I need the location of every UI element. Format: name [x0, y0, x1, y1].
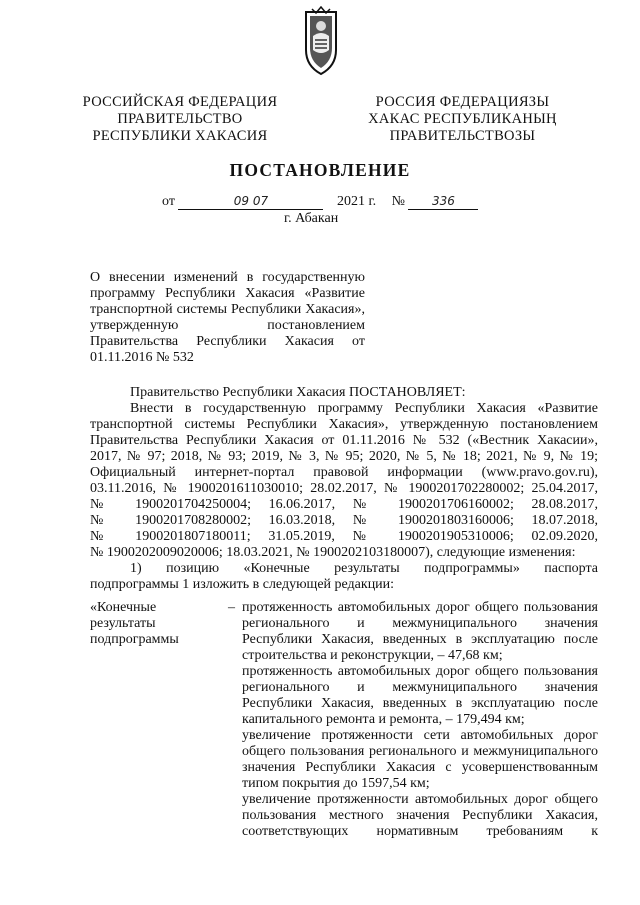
handwritten-number: 336	[408, 194, 478, 210]
entry-line: протяженность автомобильных дорог общего пользования	[242, 600, 598, 615]
body-line: 03.11.2016, № 1900201611030010; 28.02.2017, № 1900201702280002; 25.04.2017,	[90, 481, 598, 496]
body-line: № 1900201708280002; 16.03.2018, № 1900201803160006; 18.07.2018,	[90, 513, 598, 528]
document-subject: О внесении изменений в государственную программу Республики Хакасия «Развитие транспортной системы Республики Хакасия», утвержденную постановлением Правительства Республики Хакасия от 01.11.2016 № 532	[90, 270, 365, 365]
header-right-line: ПРАВИТЕЛЬСТВОЗЫ	[389, 128, 536, 144]
entry-line: протяженность автомобильных дорог общего пользования	[242, 664, 598, 679]
body-line: Внести в государственную программу Республики Хакасия «Развитие	[130, 401, 598, 416]
table-left-line: результаты	[90, 616, 156, 631]
item-line-last: подпрограммы 1 изложить в следующей редакции:	[90, 577, 395, 592]
entry-line: регионального и межмуниципального значения	[242, 616, 598, 631]
table-entry	[242, 664, 598, 728]
entry-line: пользования местного значения Республики Хакасия,	[242, 808, 598, 823]
header-left-block	[70, 94, 290, 145]
entry-line: общего пользования регионального и межмуниципального	[242, 744, 598, 759]
year-label: 2021 г.	[336, 194, 377, 209]
header-left-line: РОССИЙСКАЯ ФЕДЕРАЦИЯ	[82, 94, 278, 110]
entry-line: Республики Хакасия, введенных в эксплуатацию после	[242, 696, 598, 711]
item-line: 1) позицию «Конечные результаты подпрограммы» паспорта	[130, 561, 598, 576]
body-line: Правительства Республики Хакасия от 01.11.2016 № 532 («Вестник Хакасии»,	[90, 433, 598, 448]
table-dash: –	[228, 600, 235, 615]
header-left-line: РЕСПУБЛИКИ ХАКАСИЯ	[92, 128, 268, 144]
table-left-line: «Конечные	[90, 600, 157, 615]
header-left-line: ПРАВИТЕЛЬСТВО	[117, 111, 243, 127]
table-right-cell	[242, 600, 598, 840]
entry-line: регионального и межмуниципального значения	[242, 680, 598, 695]
coat-of-arms-emblem	[298, 6, 344, 78]
table-left-cell	[90, 600, 230, 648]
date-number-line	[162, 194, 478, 210]
date-prefix: от	[162, 194, 175, 209]
entry-line-last: типом покрытия до 1597,54 км;	[242, 776, 430, 791]
body-line: № 1900201807180011; 31.05.2019, № 1900201905310006; 02.09.2020,	[90, 529, 598, 544]
entry-line: значения Республики Хакасия с усовершенствованным	[242, 760, 598, 775]
body-line: 2017, № 97; 2018, № 93; 2019, № 3, № 95; 2020, № 5, № 18; 2021, № 9, № 19;	[90, 449, 598, 464]
handwritten-date: 09 07	[178, 194, 323, 210]
body-line-last: № 1900202009020006; 18.03.2021, № 1900202103180007), следующие изменения:	[90, 545, 576, 560]
table-left-line: подпрограммы	[90, 632, 179, 647]
header-right-line: ХАКАС РЕСПУБЛИКАНЫҢ	[368, 111, 557, 127]
resolve-line: Правительство Республики Хакасия ПОСТАНОВЛЯЕТ:	[130, 385, 466, 400]
entry-line: Республики Хакасия, введенных в эксплуатацию после	[242, 632, 598, 647]
body-line: транспортной системы Республики Хакасия», утвержденную постановлением	[90, 417, 598, 432]
table-entry	[242, 728, 598, 792]
entry-line-last: капитального ремонта и ремонта, – 179,494 км;	[242, 712, 525, 727]
document-title: ПОСТАНОВЛЕНИЕ	[229, 160, 411, 180]
entry-line-last: строительства и реконструкции, – 47,68 км;	[242, 648, 503, 663]
table-entry	[242, 600, 598, 664]
table-entry	[242, 792, 598, 840]
document-body	[90, 385, 598, 593]
body-line: № 1900201704250004; 16.06.2017, № 1900201706160002; 28.08.2017,	[90, 497, 598, 512]
number-sign: №	[391, 194, 405, 209]
header-right-block	[355, 94, 570, 145]
entry-line: соответствующих нормативным требованиям к	[242, 824, 598, 839]
entry-line: увеличение протяженности сети автомобильных дорог	[242, 728, 598, 743]
body-line: Официальный интернет-портал правовой информации (www.pravo.gov.ru),	[90, 465, 598, 480]
header-right-line: РОССИЯ ФЕДЕРАЦИЯЗЫ	[375, 94, 550, 110]
entry-line: увеличение протяженности автомобильных дорог общего	[242, 792, 598, 807]
city-label: г. Абакан	[284, 211, 339, 226]
